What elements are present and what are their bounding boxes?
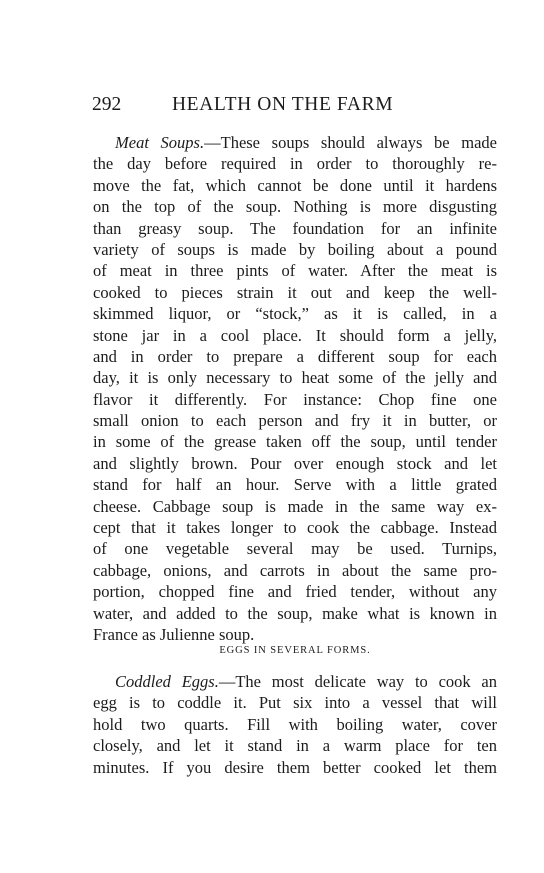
paragraph-meat-soups	[93, 132, 497, 645]
text-line: cooked to pieces strain it out and keep the well-	[93, 282, 497, 302]
text-line: hold two quarts. Fill with boiling water, cover	[93, 714, 497, 734]
text-line: small onion to each person and fry it in butter, or	[93, 411, 497, 431]
text-line: the day before required in order to thoroughly re-	[93, 154, 497, 174]
text-line: flavor it differently. For instance: Chop fine one	[93, 389, 497, 409]
run-in-heading: Coddled Eggs.	[115, 672, 219, 691]
text-line	[93, 132, 497, 153]
text-line: France as Julienne soup.	[93, 624, 255, 644]
text-line: and slightly brown. Pour over enough stock and let	[93, 453, 497, 473]
text-line-content: —These soups should always be made	[204, 133, 497, 152]
text-line: cept that it takes longer to cook the cabbage. Instead	[93, 518, 497, 538]
text-line: move the fat, which cannot be done until it hardens	[93, 175, 497, 195]
text-line: day, it is only necessary to heat some of the jelly and	[93, 368, 497, 388]
text-line: variety of soups is made by boiling about a pound	[93, 239, 497, 259]
text-line: and in order to prepare a different soup for each	[93, 346, 497, 366]
section-heading: EGGS IN SEVERAL FORMS.	[219, 645, 371, 656]
text-line: in some of the grease taken off the soup, until tender	[93, 432, 497, 452]
running-title: HEALTH ON THE FARM	[172, 94, 394, 115]
text-line	[93, 671, 497, 692]
text-line: on the top of the soup. Nothing is more disgusting	[93, 197, 497, 217]
text-line: stand for half an hour. Serve with a little grated	[93, 475, 497, 495]
text-line-content: —The most delicate way to cook an	[218, 672, 497, 691]
text-line: closely, and let it stand in a warm place for ten	[93, 736, 497, 756]
text-line: skimmed liquor, or “stock,” as it is called, in a	[93, 304, 497, 324]
text-line: cheese. Cabbage soup is made in the same way ex-	[93, 496, 497, 516]
page-number: 292	[92, 94, 122, 115]
text-line: than greasy soup. The foundation for an infinite	[93, 218, 497, 238]
text-line: cabbage, onions, and carrots in about the same pro-	[93, 560, 497, 580]
text-line: portion, chopped fine and fried tender, without any	[93, 582, 497, 602]
text-line: of meat in three pints of water. After the meat is	[93, 261, 497, 281]
text-line: egg is to coddle it. Put six into a vessel that will	[93, 693, 497, 713]
text-line: of one vegetable several may be used. Turnips,	[93, 539, 497, 559]
text-line: minutes. If you desire them better cooked let them	[93, 757, 497, 777]
text-line: water, and added to the soup, make what is known in	[93, 603, 497, 623]
run-in-heading: Meat Soups.	[115, 133, 205, 152]
text-line: stone jar in a cool place. It should form a jelly,	[93, 325, 497, 345]
running-head	[92, 92, 492, 118]
paragraph-coddled-eggs	[93, 671, 497, 778]
